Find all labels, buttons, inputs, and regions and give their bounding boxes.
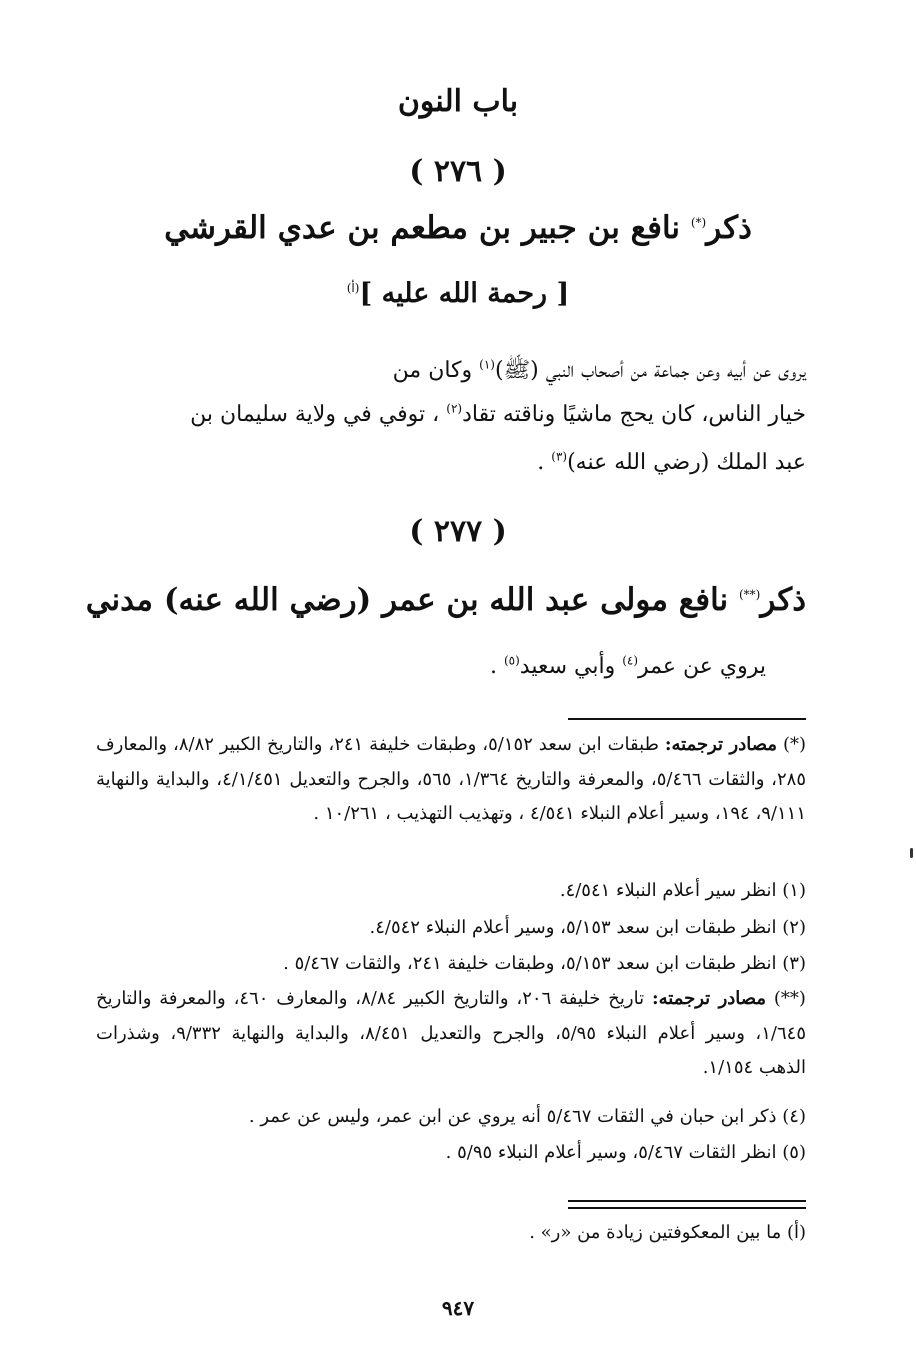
footnote-marker-3: (٣)	[551, 449, 568, 464]
heading-name: نافع مولى عبد الله بن عمر (رضي الله عنه) مدني	[85, 582, 729, 618]
heading-prefix: ذكر	[706, 210, 752, 246]
footnote-marker-2: (٢)	[446, 401, 463, 416]
entry-body-line: يروي عن عمر$^{(٤)}$ وأبي سعيد$^{(٥)}$ .	[489, 653, 766, 679]
footnote-3: (٣) انظر طبقات ابن سعد ٥/١٥٣، وطبقات خليفة ٢٤١، والثقات ٥/٤٦٧ .	[283, 953, 806, 974]
heading-name: نافع بن جبير بن مطعم بن عدي القرشي	[164, 210, 681, 246]
footnote-marker-star: (*)	[690, 215, 707, 230]
entry-subheading-276	[0, 278, 916, 309]
page-number: ٩٤٧	[441, 1296, 475, 1320]
footnote-marker-4: (٤)	[622, 653, 639, 668]
margin-mark	[910, 848, 913, 858]
heading-prefix: ذكر	[760, 582, 806, 618]
chapter-title: باب النون	[397, 84, 519, 119]
footnote-double-star: (**) مصادر ترجمته: تاريخ خليفة ٢٠٦، والتاريخ الكبير ٨/٨٤، والمعارف ٤٦٠، والمعرفة والتاريخ ١/٦٤٥، وسير أعلام النبلاء ٥/٩٥، والجرح والتعديل ٨/٤٥١، والبداية والنهاية ٩/٣٣٢، وشذرات الذهب ١/١٥٤.	[96, 988, 806, 1078]
footnote-separator	[568, 718, 806, 720]
footnote-double-separator	[568, 1200, 806, 1209]
footnote-5: (٥) انظر الثقات ٥/٤٦٧، وسير أعلام النبلاء ٥/٩٥ .	[445, 1142, 806, 1163]
footnote-star: (*) مصادر ترجمته: طبقات ابن سعد ٥/١٥٢، وطبقات خليفة ٢٤١، والتاريخ الكبير ٨/٨٢، والمعارف ٢٨٥، والثقات ٥/٤٦٦، والمعرفة والتاريخ ١/٣٦٤، ٥٦٥، والجرح والتعديل ٤/١/٤٥١، والبداية والنهاية ٩/١١١، ١٩٤، وسير أعلام النبلاء ٤/٥٤١ ، وتهذيب التهذيب ، ١٠/٢٦١ .	[96, 734, 806, 824]
footnote-marker-5: (٥)	[503, 653, 520, 668]
entry-heading-276	[0, 210, 916, 246]
footnote-4: (٤) ذكر ابن حبان في الثقات ٥/٤٦٧ أنه يروي عن ابن عمر، وليس عن عمر .	[248, 1106, 806, 1127]
footnote-marker-double-star: (**)	[738, 587, 761, 602]
footnote-alif: (أ) ما بين المعكوفتين زيادة من «ر» .	[529, 1222, 806, 1243]
subheading-text: [ رحمة الله عليه ]	[359, 278, 570, 309]
entry-number-276: ( ٢٧٦ )	[409, 154, 507, 189]
entry-body-line: عبد الملك (رضي الله عنه)$^{(٣)}$ .	[537, 449, 806, 475]
footnote-marker-1: (١)	[479, 357, 495, 372]
entry-heading-277	[86, 582, 806, 618]
footnote-label: مصادر ترجمته:	[664, 734, 777, 755]
footnote-2: (٢) انظر طبقات ابن سعد ٥/١٥٣، وسير أعلام النبلاء ٤/٥٤٢.	[369, 917, 806, 938]
entry-body-line: يروى عن أبيه وعن جماعة من أصحاب النبي (ﷺ)$^{(١)}$ وكان من	[392, 357, 806, 383]
entry-body-line: خيار الناس، كان يحج ماشيًا وناقته تقاد$^{(٢)}$ ، توفي في ولاية سليمان بن	[190, 401, 806, 427]
footnote-marker-alif: (أ)	[346, 281, 360, 295]
footnote-label: مصادر ترجمته:	[651, 988, 767, 1009]
entry-number-277: ( ٢٧٧ )	[409, 514, 507, 549]
footnote-1: (١) انظر سير أعلام النبلاء ٤/٥٤١.	[559, 880, 806, 901]
